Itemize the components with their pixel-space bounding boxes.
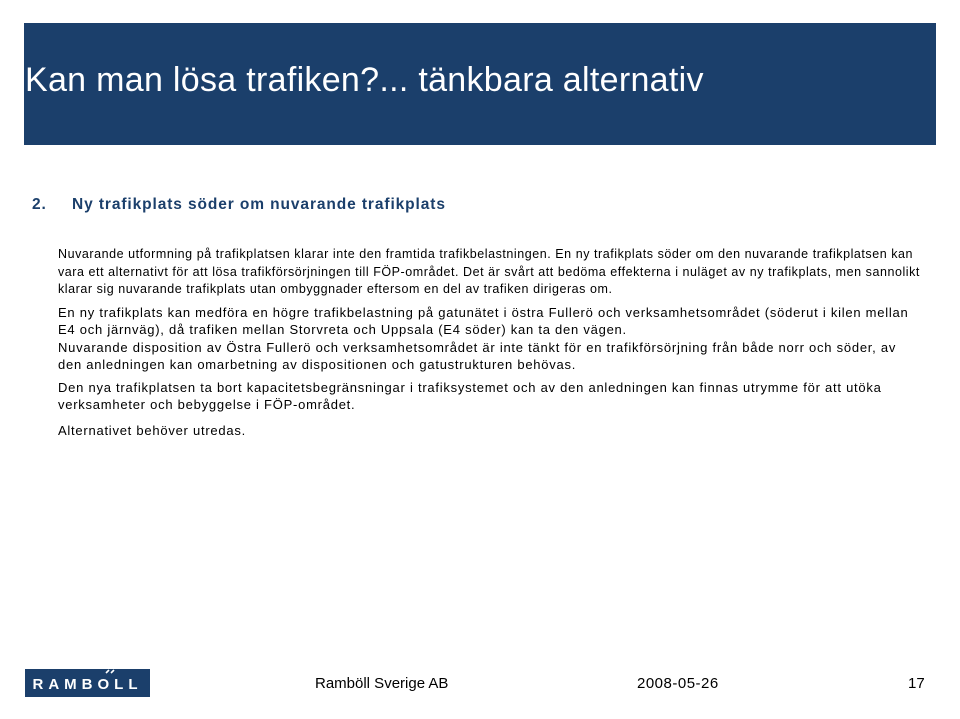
body-paragraph: Den nya trafikplatsen ta bort kapacitetsbegränsningar i trafiksystemet och av den anledningen kan finnas utrymme för att utöka verksamheter och bebyggelse i FÖP-området. <box>58 379 882 412</box>
body-paragraph: Nuvarande utformning på trafikplatsen klarar inte den framtida trafikbelastningen. En ny trafikplats söder om den nuvarande trafikplatsen kan vara ett alternativt för att lösa trafikförsörjningen till FÖP-området. Det är svårt att bedöma effekterna i nuläget av ny trafikplats, men sannolikt klarar sig nuvarande trafikplats utan ombyggnader eftersom en del av trafiken dirigeras om. <box>58 247 920 296</box>
footer-company: Ramböll Sverige AB <box>315 675 449 692</box>
body-paragraph: Nuvarande disposition av Östra Fullerö och verksamhetsområdet är inte tänkt för en trafikförsörjning från både norr och söder, av den anledningen kan omarbetning av dispositionen och gatustrukturen behövas. <box>58 339 897 372</box>
section-number: 2. <box>32 196 47 213</box>
ramboll-logo-mark <box>25 669 150 697</box>
ramboll-logo <box>25 669 150 697</box>
section-heading-text: Ny trafikplats söder om nuvarande trafikplats <box>72 196 446 213</box>
slide-title: Kan man lösa trafiken?... tänkbara alternativ <box>25 61 704 99</box>
body-paragraph: Alternativet behöver utredas. <box>58 422 246 438</box>
slide-body <box>58 246 920 439</box>
body-paragraph: En ny trafikplats kan medföra en högre trafikbelastning på gatunätet i östra Fullerö och verksamhetsområdet (söderut i kilen mellan E4 och järnväg), då trafiken mellan Storvreta och Uppsala (E4 söder) kan ta den vägen. <box>58 304 909 337</box>
section-heading <box>32 196 446 214</box>
page-number: 17 <box>908 675 925 692</box>
svg-text:RAMBOLL: RAMBOLL <box>32 676 143 693</box>
footer-date: 2008-05-26 <box>637 675 719 692</box>
